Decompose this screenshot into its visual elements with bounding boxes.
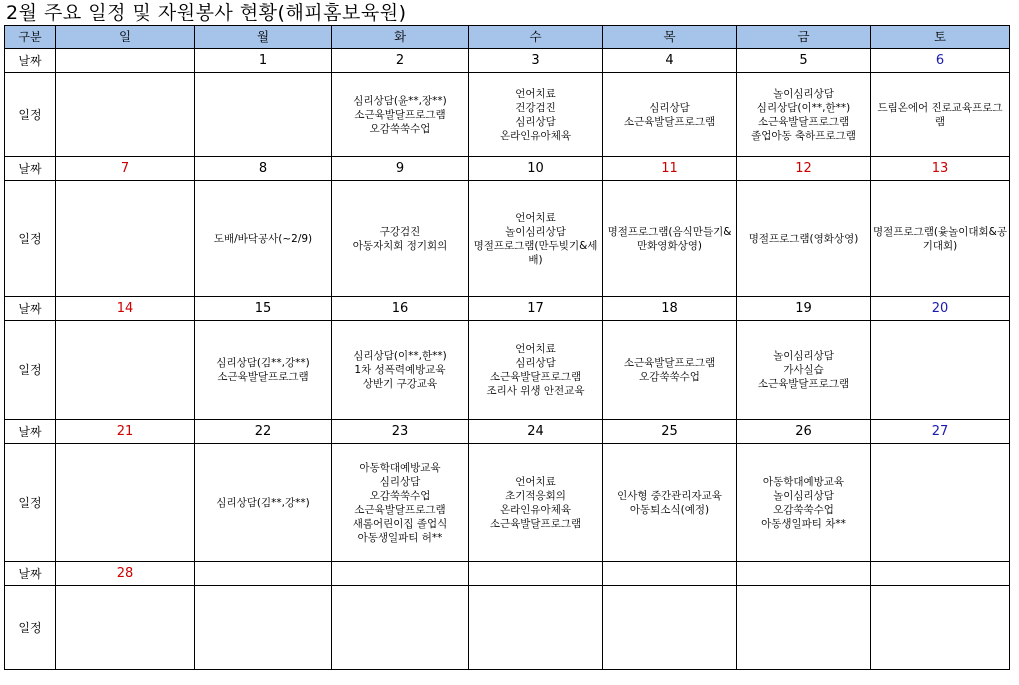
date-cell: 4 <box>603 49 737 73</box>
date-row <box>5 562 1010 586</box>
event-item: 구강검진 <box>379 225 421 238</box>
event-item: 드림온에어 진로교육프로그램 <box>877 101 1003 128</box>
event-item: 오감쑥쑥수업 <box>369 122 431 135</box>
schedule-cell <box>332 444 469 562</box>
schedule-cell <box>871 73 1010 157</box>
schedule-cell <box>737 586 871 670</box>
date-cell: 15 <box>195 297 332 321</box>
date-cell: 2 <box>332 49 469 73</box>
date-cell <box>195 562 332 586</box>
schedule-cell <box>737 444 871 562</box>
schedule-cell <box>871 586 1010 670</box>
schedule-cell <box>603 181 737 297</box>
event-item: 가사실습 <box>783 364 824 377</box>
event-item: 소근육발달프로그램 <box>489 371 582 384</box>
date-cell <box>56 49 195 73</box>
page-title: 2월 주요 일정 및 자원봉사 현황(해피홈보육원) <box>6 2 407 24</box>
event-item: 명절프로그램(윷놀이대회&공기대회) <box>873 225 1007 252</box>
schedule-cell <box>56 444 195 562</box>
event-item: 소근육발달프로그램 <box>623 357 716 370</box>
date-cell <box>603 562 737 586</box>
schedule-table <box>4 25 1010 670</box>
schedule-row <box>5 444 1010 562</box>
schedule-cell <box>56 586 195 670</box>
schedule-cell <box>737 321 871 420</box>
event-item: 조리사 위생 안전교육 <box>486 385 585 398</box>
event-item: 심리상담 <box>515 115 556 128</box>
event-item: 소근육발달프로그램 <box>217 371 309 384</box>
event-item: 인사형 중간관리자교육 <box>617 489 722 502</box>
event-item: 소근육발달프로그램 <box>623 115 716 128</box>
date-cell: 24 <box>469 420 603 444</box>
schedule-cell <box>603 586 737 670</box>
event-item: 아동생일파티 허** <box>357 531 443 544</box>
schedule-row-label: 일정 <box>5 181 56 297</box>
schedule-cell <box>603 321 737 420</box>
schedule-row-label: 일정 <box>5 444 56 562</box>
event-item: 심리상담(김**,강**) <box>216 496 310 509</box>
schedule-cell <box>56 321 195 420</box>
day-header-friday: 금 <box>737 26 871 49</box>
event-item: 심리상담(이**,한**) <box>756 101 851 114</box>
schedule-cell <box>56 73 195 157</box>
schedule-row <box>5 181 1010 297</box>
date-cell <box>469 562 603 586</box>
date-cell: 14 <box>56 297 195 321</box>
date-cell: 22 <box>195 420 332 444</box>
date-cell: 10 <box>469 157 603 181</box>
event-item: 아동생일파티 차** <box>761 517 846 530</box>
schedule-cell <box>469 73 603 157</box>
schedule-cell <box>871 444 1010 562</box>
event-item: 명절프로그램(영화상영) <box>748 232 859 245</box>
day-header-tuesday: 화 <box>332 26 469 49</box>
event-item: 아동학대예방교육 <box>359 461 441 474</box>
event-item: 소근육발달프로그램 <box>757 378 850 391</box>
event-item: 아동퇴소식(예정) <box>629 503 710 516</box>
date-row <box>5 49 1010 73</box>
date-cell: 9 <box>332 157 469 181</box>
date-cell <box>737 562 871 586</box>
date-cell: 7 <box>56 157 195 181</box>
schedule-cell <box>603 444 737 562</box>
date-row-label: 날짜 <box>5 562 56 586</box>
schedule-cell <box>469 181 603 297</box>
date-cell: 19 <box>737 297 871 321</box>
date-cell: 5 <box>737 49 871 73</box>
schedule-cell <box>469 444 603 562</box>
date-cell: 25 <box>603 420 737 444</box>
schedule-cell <box>871 321 1010 420</box>
header-label: 구분 <box>5 26 56 49</box>
event-item: 소근육발달프로그램 <box>354 503 446 516</box>
schedule-row <box>5 586 1010 670</box>
event-item: 졸업아동 축하프로그램 <box>751 129 856 142</box>
schedule-cell <box>332 181 469 297</box>
schedule-cell <box>332 321 469 420</box>
date-cell: 1 <box>195 49 332 73</box>
schedule-cell <box>332 586 469 670</box>
date-row <box>5 157 1010 181</box>
event-item: 심리상담(이**,한**) <box>353 350 447 363</box>
event-item: 아동학대예방교육 <box>762 475 845 488</box>
schedule-cell <box>871 181 1010 297</box>
schedule-row <box>5 321 1010 420</box>
day-header-saturday: 토 <box>871 26 1010 49</box>
date-row <box>5 297 1010 321</box>
schedule-row <box>5 73 1010 157</box>
date-cell <box>332 562 469 586</box>
date-cell: 13 <box>871 157 1010 181</box>
event-item: 도배/바닥공사(~2/9) <box>213 232 313 245</box>
date-row-label: 날짜 <box>5 49 56 73</box>
date-cell: 17 <box>469 297 603 321</box>
schedule-cell <box>737 73 871 157</box>
event-item: 소근육발달프로그램 <box>354 108 446 121</box>
date-cell: 18 <box>603 297 737 321</box>
day-header-wednesday: 수 <box>469 26 603 49</box>
event-item: 소근육발달프로그램 <box>757 115 850 128</box>
schedule-cell <box>56 181 195 297</box>
event-item: 언어치료 <box>515 87 556 100</box>
event-item: 새롬어린이집 졸업식 <box>352 517 448 530</box>
day-header-thursday: 목 <box>603 26 737 49</box>
date-cell: 27 <box>871 420 1010 444</box>
event-item: 언어치료 <box>515 211 556 224</box>
date-row <box>5 420 1010 444</box>
date-row-label: 날짜 <box>5 297 56 321</box>
event-item: 명절프로그램(만두빚기&세배) <box>473 239 598 266</box>
date-cell: 26 <box>737 420 871 444</box>
event-item: 심리상담(김**,강**) <box>216 357 310 370</box>
event-item: 상반기 구강교육 <box>362 378 438 391</box>
schedule-row-label: 일정 <box>5 586 56 670</box>
event-item: 언어치료 <box>515 343 556 356</box>
schedule-row-label: 일정 <box>5 321 56 420</box>
schedule-cell <box>332 73 469 157</box>
schedule-row-label: 일정 <box>5 73 56 157</box>
date-row-label: 날짜 <box>5 420 56 444</box>
schedule-cell <box>195 321 332 420</box>
date-cell: 21 <box>56 420 195 444</box>
event-item: 놀이심리상담 <box>773 350 834 363</box>
schedule-cell <box>603 73 737 157</box>
event-item: 심리상담 <box>515 357 556 370</box>
event-item: 건강검진 <box>515 101 556 114</box>
event-item: 1차 성폭력예방교육 <box>354 364 446 377</box>
date-cell: 28 <box>56 562 195 586</box>
event-item: 언어치료 <box>515 475 556 488</box>
event-item: 심리상담(윤**,장**) <box>353 94 447 107</box>
schedule-cell <box>195 73 332 157</box>
schedule-cell <box>737 181 871 297</box>
event-item: 소근육발달프로그램 <box>489 517 582 530</box>
event-item: 놀이심리상담 <box>773 489 834 502</box>
schedule-cell <box>469 321 603 420</box>
event-item: 온라인유아체육 <box>499 503 571 516</box>
event-item: 놀이심리상담 <box>505 225 566 238</box>
event-item: 오감쑥쑥수업 <box>369 489 431 502</box>
date-cell: 11 <box>603 157 737 181</box>
day-header-sunday: 일 <box>56 26 195 49</box>
header-row <box>5 26 1010 49</box>
event-item: 놀이심리상담 <box>773 87 834 100</box>
date-cell: 12 <box>737 157 871 181</box>
event-item: 심리상담 <box>379 475 421 488</box>
event-item: 심리상담 <box>649 101 690 114</box>
date-cell: 6 <box>871 49 1010 73</box>
event-item: 초기적응회의 <box>505 489 566 502</box>
schedule-cell <box>195 586 332 670</box>
event-item: 명절프로그램(음식만들기&만화영화상영) <box>607 225 732 252</box>
event-item: 아동자치회 정기회의 <box>352 239 448 252</box>
day-header-monday: 월 <box>195 26 332 49</box>
schedule-cell <box>469 586 603 670</box>
date-cell: 16 <box>332 297 469 321</box>
date-row-label: 날짜 <box>5 157 56 181</box>
date-cell: 8 <box>195 157 332 181</box>
date-cell: 20 <box>871 297 1010 321</box>
event-item: 오감쑥쑥수업 <box>639 371 700 384</box>
date-cell: 23 <box>332 420 469 444</box>
schedule-cell <box>195 444 332 562</box>
event-item: 온라인유아체육 <box>499 129 571 142</box>
schedule-cell <box>195 181 332 297</box>
date-cell: 3 <box>469 49 603 73</box>
date-cell <box>871 562 1010 586</box>
event-item: 오감쑥쑥수업 <box>773 503 834 516</box>
